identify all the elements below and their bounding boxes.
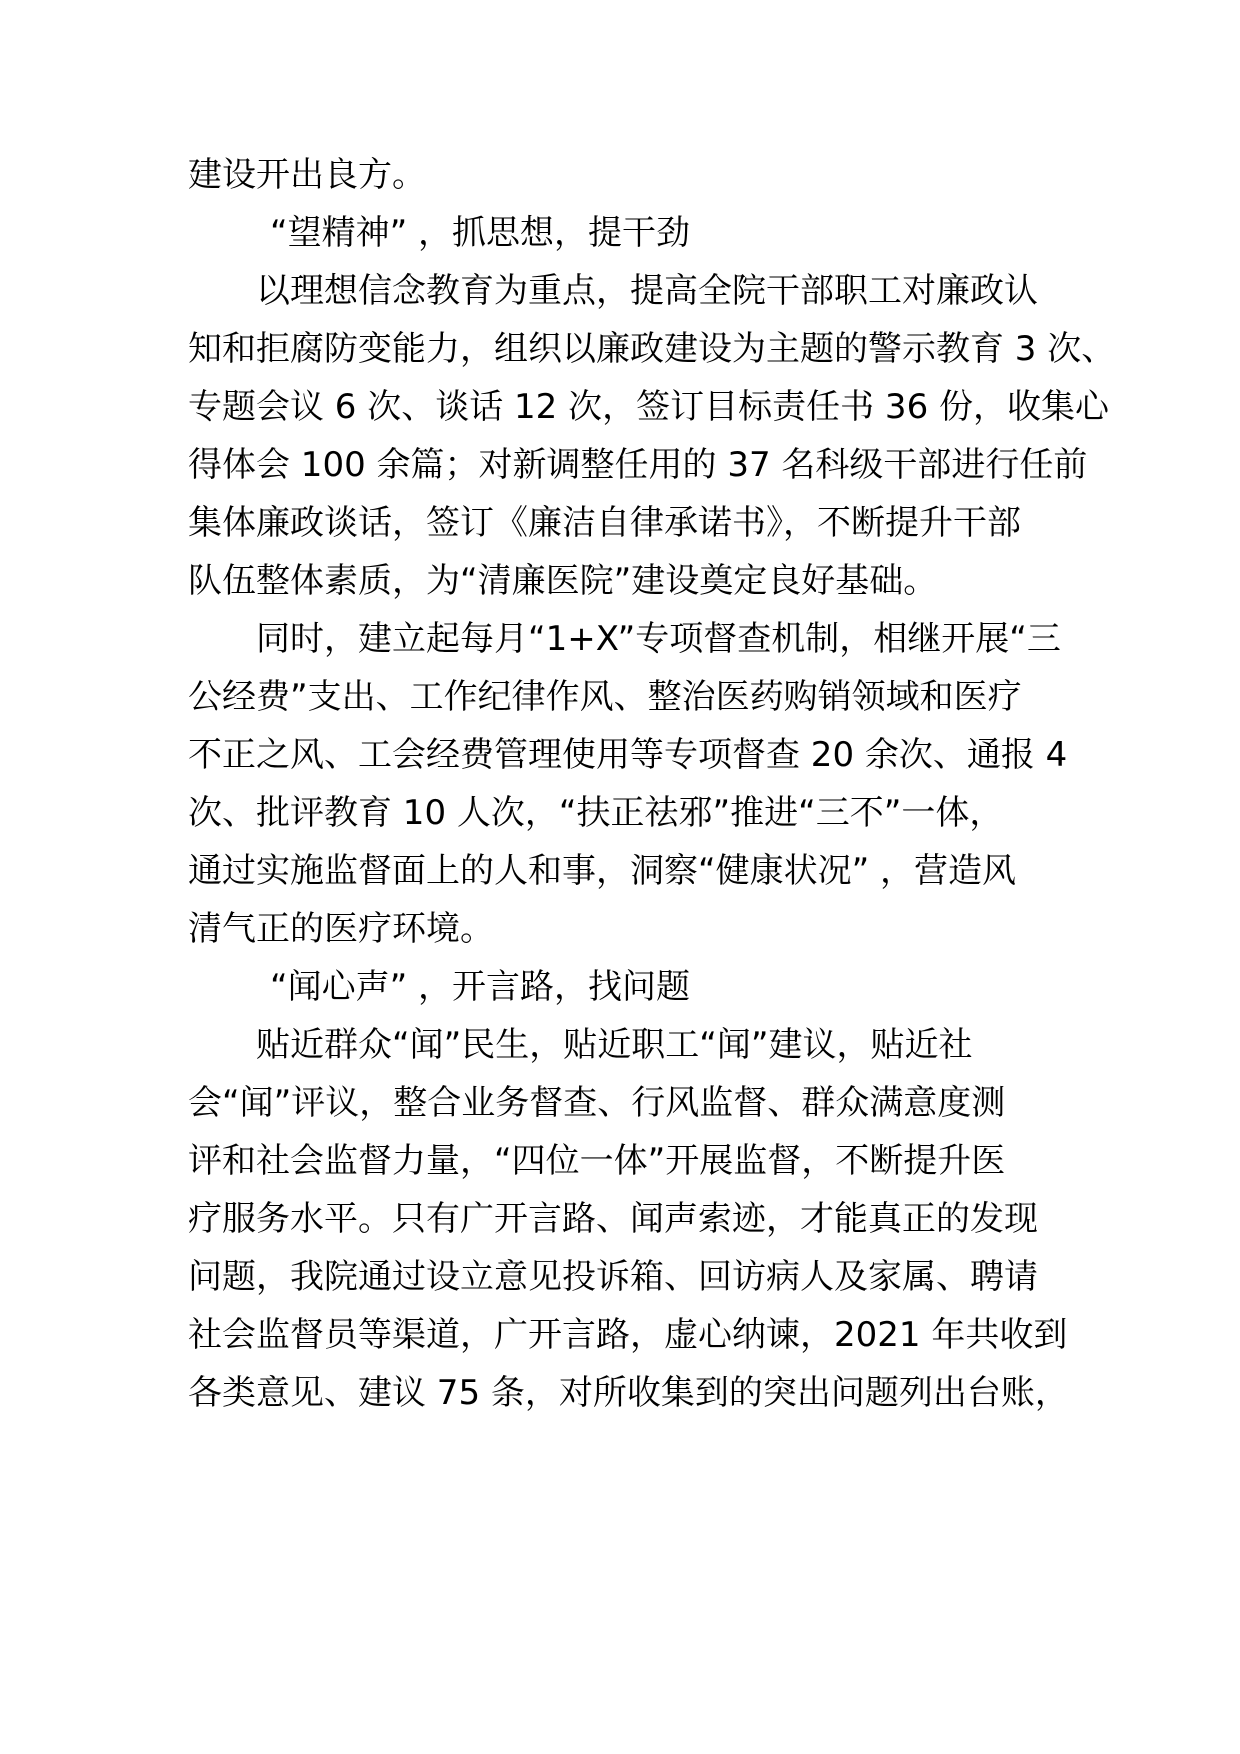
text-line: 次、批评教育 10 人次，“扶正祛邪”推进“三不”一体， xyxy=(188,793,1004,833)
paragraph-first-line: 以理想信念教育为重点，提高全院干部职工对廉政认 xyxy=(256,271,1038,311)
paragraph-first-line: 贴近群众“闻”民生，贴近职工“闻”建议，贴近社 xyxy=(256,1025,973,1065)
section-heading-voice: “闻心声” ，开言路，找问题 xyxy=(270,967,691,1007)
text-line: 通过实施监督面上的人和事，洞察“健康状况” ，营造风 xyxy=(188,851,1017,891)
text-line: 清气正的医疗环境。 xyxy=(188,909,494,949)
text-line: 得体会 100 余篇；对新调整任用的 37 名科级干部进行任前 xyxy=(188,445,1088,485)
paragraph-first-line: 同时，建立起每月“1+X”专项督查机制，相继开展“三 xyxy=(256,619,1061,659)
section-heading-spirit: “望精神” ，抓思想，提干劲 xyxy=(270,213,691,253)
text-line: 社会监督员等渠道，广开言路，虚心纳谏，2021 年共收到 xyxy=(188,1315,1068,1355)
text-line: 不正之风、工会经费管理使用等专项督查 20 余次、通报 4 xyxy=(188,735,1068,775)
text-line: 各类意见、建议 75 条，对所收集到的突出问题列出台账， xyxy=(188,1373,1069,1413)
text-line: 集体廉政谈话，签订《廉洁自律承诺书》，不断提升干部 xyxy=(188,503,1021,543)
text-line: 疗服务水平。只有广开言路、闻声索迹，才能真正的发现 xyxy=(188,1199,1038,1239)
text-line: 知和拒腐防变能力，组织以廉政建设为主题的警示教育 3 次、 xyxy=(188,329,1116,369)
text-line: 公经费”支出、工作纪律作风、整治医药购销领域和医疗 xyxy=(188,677,1022,717)
text-line: 专题会议 6 次、谈话 12 次，签订目标责任书 36 份，收集心 xyxy=(188,387,1110,427)
text-line: 队伍整体素质，为“清廉医院”建设奠定良好基础。 xyxy=(188,561,938,601)
text-line: 问题，我院通过设立意见投诉箱、回访病人及家属、聘请 xyxy=(188,1257,1038,1297)
text-line: 评和社会监督力量，“四位一体”开展监督，不断提升医 xyxy=(188,1141,1006,1181)
text-line: 建设开出良方。 xyxy=(188,155,426,195)
text-line: 会“闻”评议，整合业务督查、行风监督、群众满意度测 xyxy=(188,1083,1006,1123)
